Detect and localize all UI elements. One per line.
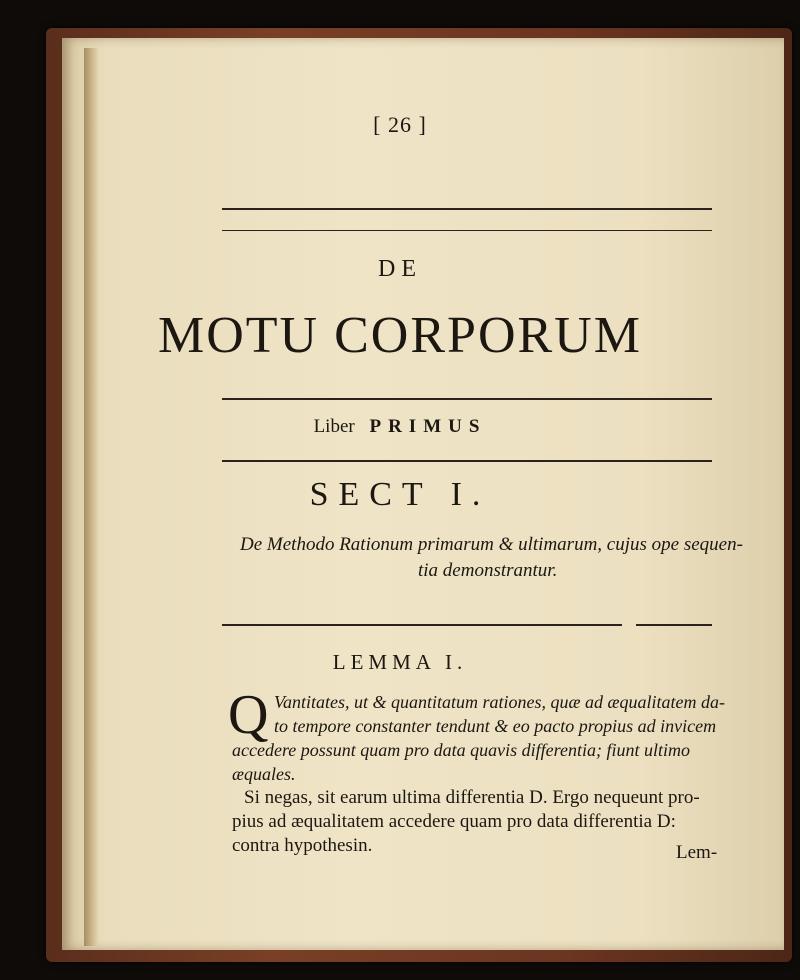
lemma-line: to tempore constanter tendunt & eo pacto propius ad invicem	[274, 716, 717, 736]
catchword: Lem-	[676, 842, 718, 863]
rule-below-liber	[222, 460, 712, 462]
liber-label: Liber	[313, 416, 355, 437]
top-rule-thin	[222, 230, 712, 231]
section-description	[240, 532, 800, 584]
proof-line: contra hypothesin.	[232, 835, 373, 856]
heading-de: DE	[378, 256, 422, 282]
lemma-line: æquales.	[232, 764, 296, 784]
lemma-line: accedere possunt quam pro data quavis differentia; fiunt ultimo	[232, 740, 690, 760]
proof-line: pius ad æqualitatem accedere quam pro data differentia D:	[232, 811, 676, 832]
lemma-dropcap: Q	[228, 684, 269, 746]
heading-title: MOTU CORPORUM	[158, 307, 642, 364]
liber-line	[0, 416, 800, 438]
rule-above-liber	[222, 398, 712, 400]
liber-caps: PRIMUS	[369, 416, 487, 437]
top-rule-thick	[222, 208, 712, 210]
lemma-proof	[232, 786, 752, 858]
rule-above-lemma-right	[636, 624, 712, 626]
section-desc-line-2: tia demonstrantur.	[418, 560, 558, 581]
page-number: [ 26 ]	[373, 112, 427, 137]
lemma-line: Vantitates, ut & quantitatum rationes, quæ ad æqualitatem da-	[274, 692, 726, 712]
lemma-title: LEMMA I.	[332, 650, 468, 674]
section-title: SECT I.	[309, 476, 491, 513]
section-desc-line-1: De Methodo Rationum primarum & ultimarum, cujus ope sequen-	[240, 534, 743, 555]
proof-line: Si negas, sit earum ultima differentia D. Ergo nequeunt pro-	[244, 787, 700, 808]
lemma-statement	[232, 690, 752, 786]
rule-above-lemma-left	[222, 624, 622, 626]
